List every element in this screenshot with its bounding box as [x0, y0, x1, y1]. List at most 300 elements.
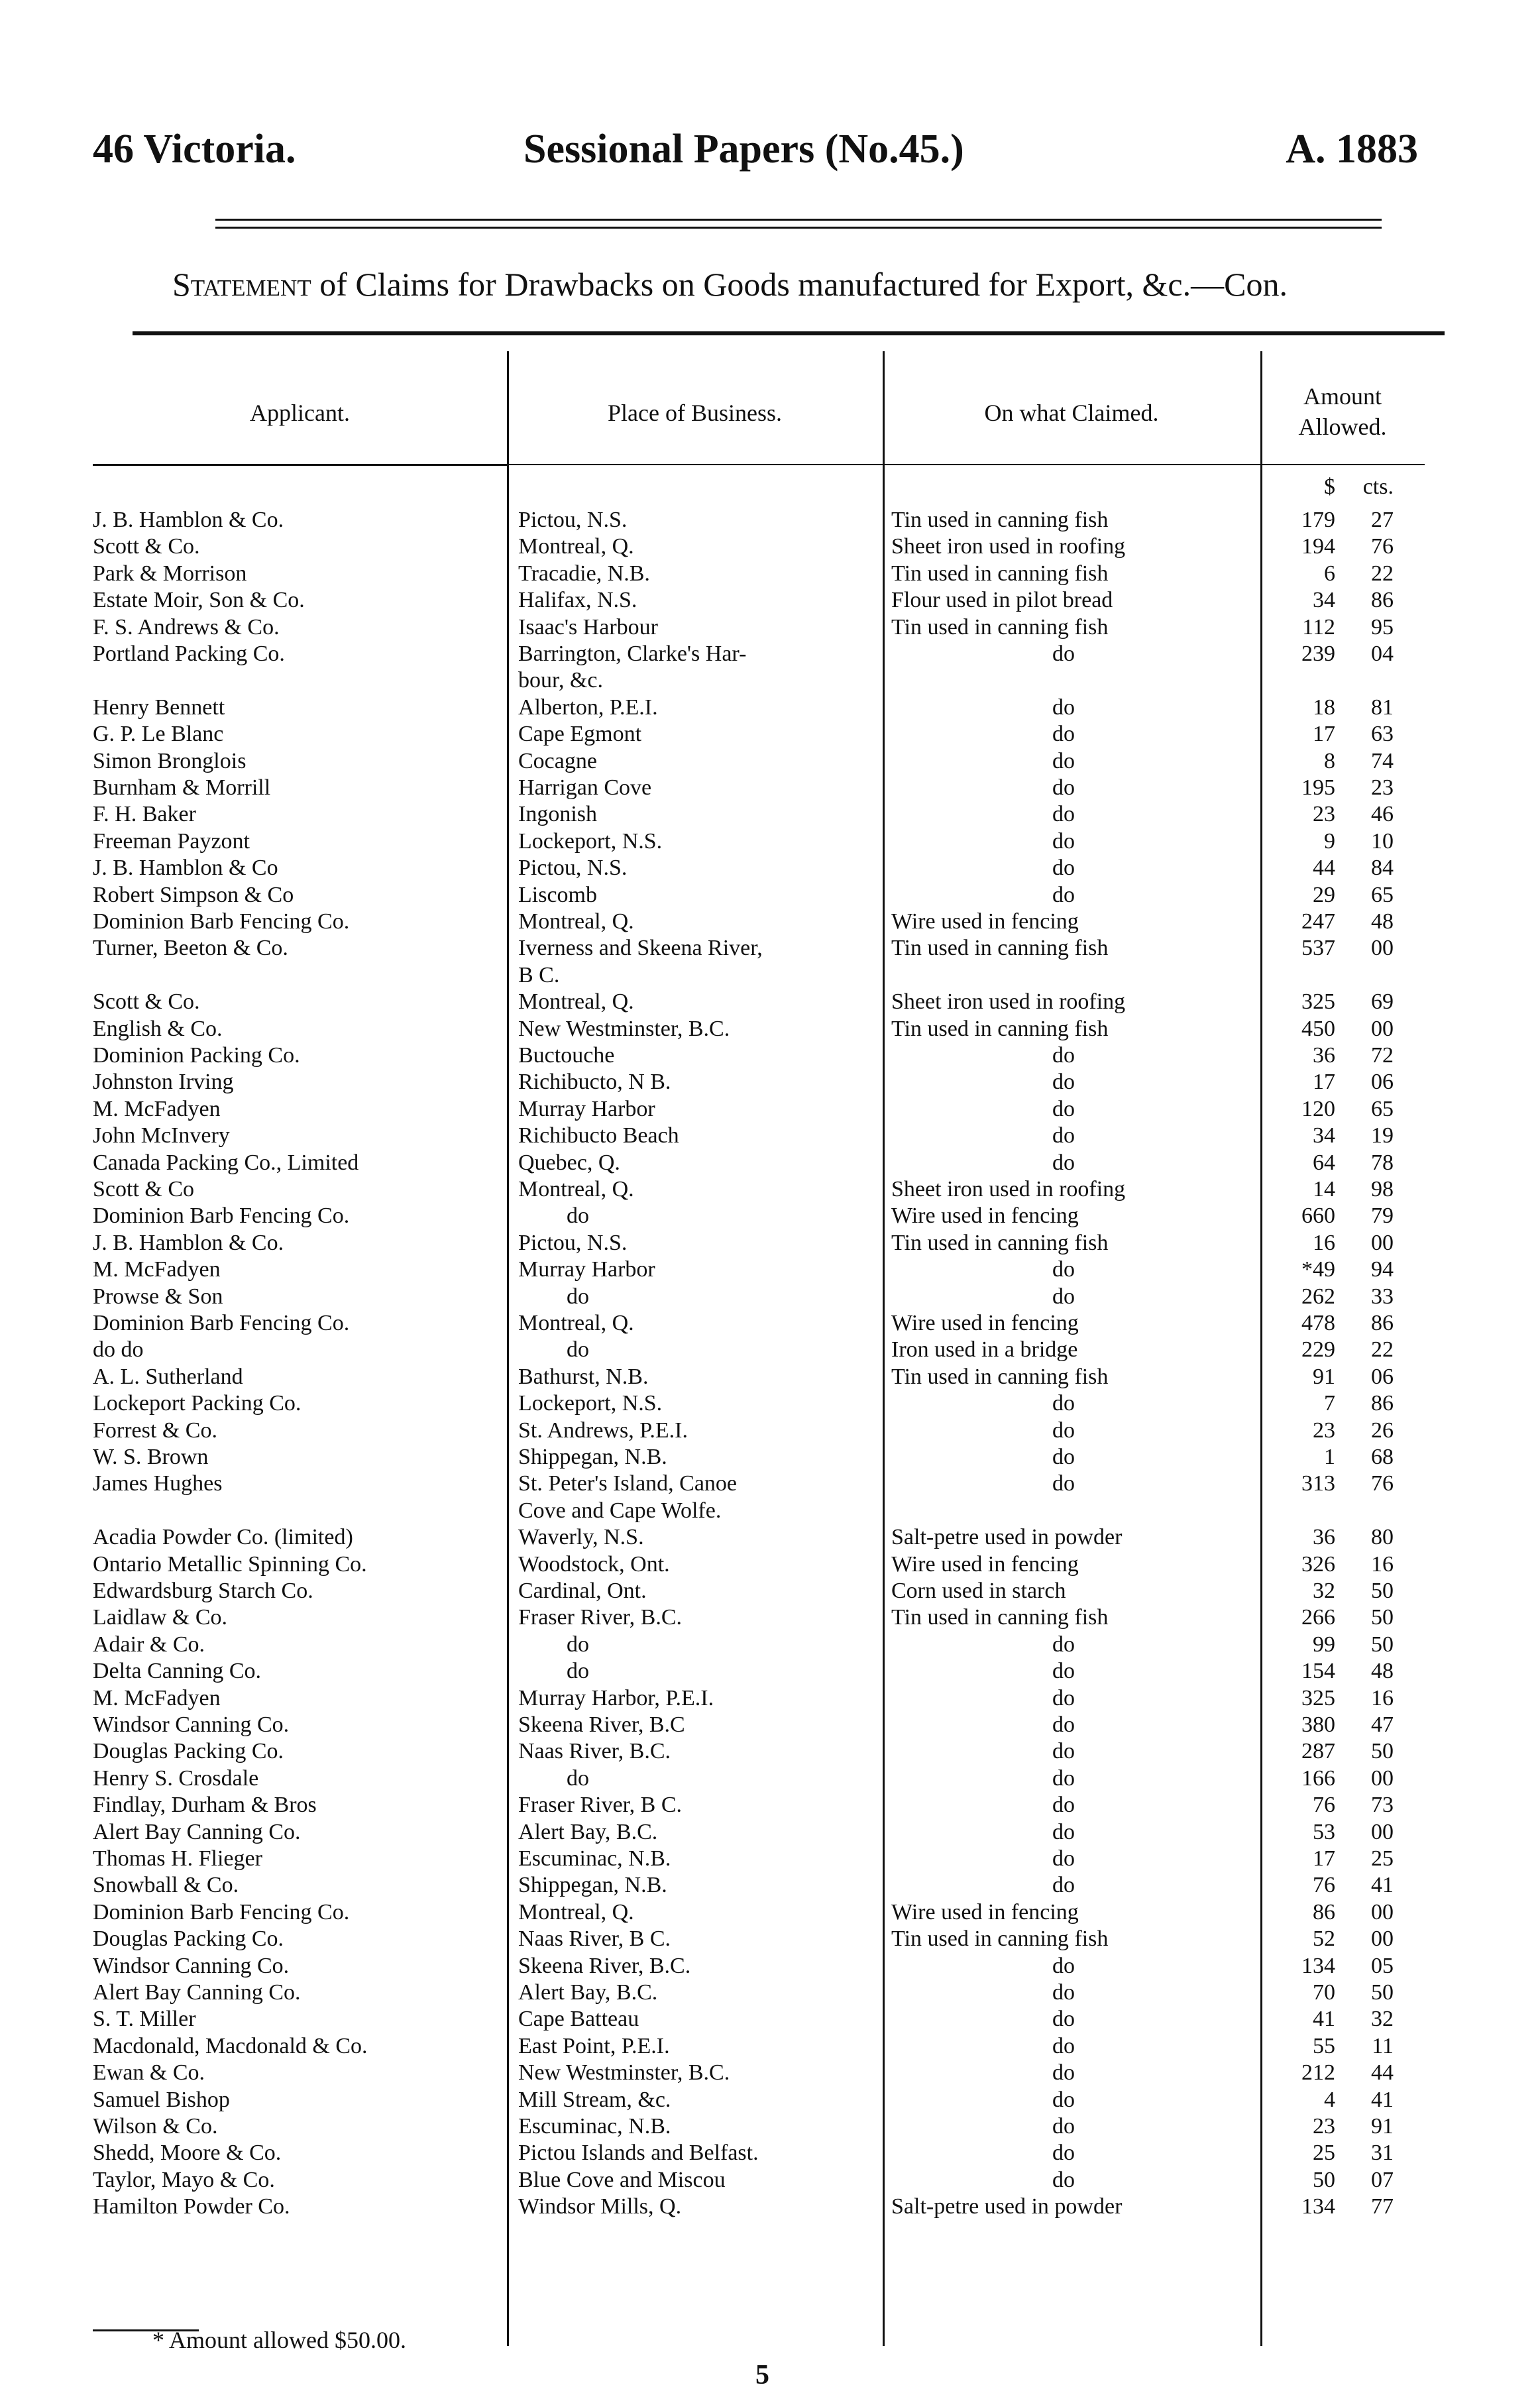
amount-dollars: 9: [1324, 828, 1335, 854]
amount-cents: 76: [1371, 1471, 1394, 1496]
amount-dollars: 99: [1313, 1632, 1335, 1657]
claimed-cell: Salt-petre used in powder: [891, 1525, 1123, 1550]
place-cell: Pictou, N.S.: [518, 508, 628, 532]
applicant-cell: Laidlaw & Co.: [93, 1605, 228, 1630]
amount-cents: 77: [1371, 2194, 1394, 2219]
amount-cell: [1272, 533, 1411, 560]
amount-cents: 16: [1371, 1685, 1394, 1710]
claimed-cell: Flour used in pilot bread: [891, 588, 1113, 613]
amount-cell: [1272, 1418, 1411, 1444]
place-cell: St. Peter's Island, Canoe: [518, 1471, 738, 1496]
amount-dollars: 36: [1313, 1525, 1335, 1550]
claimed-cell: [891, 1792, 1262, 1818]
claimed-cell: [891, 1150, 1262, 1176]
amount-dollars: 55: [1313, 2033, 1335, 2058]
header-right: A. 1883: [1286, 127, 1418, 172]
claimed-ditto: do: [1052, 1284, 1075, 1309]
amount-cell: [1272, 1846, 1411, 1872]
applicant-cell: Johnston Irving: [93, 1070, 234, 1095]
place-cell: Windsor Mills, Q.: [518, 2194, 682, 2219]
amount-cell: [1272, 855, 1411, 881]
claimed-cell: Wire used in fencing: [891, 1551, 1079, 1577]
place-cell: East Point, P.E.I.: [518, 2033, 670, 2058]
claimed-cell: Wire used in fencing: [891, 1899, 1079, 1925]
amount-dollars: 6: [1324, 561, 1335, 586]
amount-cell: [1272, 2194, 1411, 2220]
amount-dollars: 195: [1301, 775, 1335, 800]
dollars-unit: $: [1324, 474, 1335, 499]
amount-cents: 91: [1371, 2114, 1394, 2139]
amount-cents: 86: [1371, 1311, 1394, 1335]
claimed-cell: [891, 1069, 1262, 1095]
amount-cell: [1272, 1604, 1411, 1631]
amount-dollars: 32: [1313, 1579, 1335, 1603]
col-head-amount: [1260, 381, 1425, 442]
amount-dollars: 17: [1313, 722, 1335, 747]
applicant-cell: Portland Packing Co.: [93, 642, 285, 666]
applicant-cell: G. P. Le Blanc: [93, 722, 224, 747]
claimed-ditto: do: [1052, 2060, 1075, 2086]
place-cell: Barrington, Clarke's Har-: [518, 642, 747, 666]
claimed-cell: [891, 1712, 1262, 1738]
amount-dollars: 660: [1301, 1203, 1335, 1229]
amount-cell: [1272, 1953, 1411, 1980]
place-cell: Quebec, Q.: [518, 1150, 620, 1175]
amount-cell: [1272, 748, 1411, 775]
place-ditto: do: [567, 1765, 589, 1791]
place-cell: Skeena River, B.C: [518, 1712, 685, 1737]
claimed-ditto: do: [1052, 1043, 1075, 1068]
col-head-place: Place of Business.: [608, 400, 782, 426]
amount-cell: [1272, 989, 1411, 1015]
col-head-amount-line1: Amount: [1303, 383, 1382, 410]
claimed-cell: [891, 1765, 1262, 1792]
place-cell: Mill Stream, &c.: [518, 2087, 671, 2112]
applicant-cell: Acadia Powder Co. (limited): [93, 1525, 353, 1550]
amount-dollars: 34: [1313, 1123, 1335, 1148]
amount-dollars: 266: [1301, 1605, 1335, 1630]
place-cell: Iverness and Skeena River,: [518, 936, 763, 961]
place-cell: Pictou Islands and Belfast.: [518, 2141, 759, 2166]
claimed-cell: Tin used in canning fish: [891, 508, 1109, 532]
amount-dollars: 112: [1302, 614, 1335, 640]
amount-dollars: 287: [1301, 1739, 1335, 1764]
amount-cell: [1272, 801, 1411, 828]
claimed-cell: Tin used in canning fish: [891, 1016, 1109, 1041]
claimed-ditto: do: [1052, 2007, 1075, 2032]
amount-cell: [1272, 507, 1411, 533]
applicant-cell: Wilson & Co.: [93, 2114, 218, 2139]
amount-cents: 65: [1371, 882, 1394, 907]
place-cell: Murray Harbor: [518, 1096, 655, 1121]
amount-cell: [1272, 1819, 1411, 1846]
place-ditto: do: [567, 1337, 589, 1363]
amount-dollars: 134: [1301, 2194, 1335, 2219]
claimed-cell: [891, 1418, 1262, 1444]
applicant-cell: Estate Moir, Son & Co.: [93, 588, 305, 613]
amount-dollars: 25: [1313, 2141, 1335, 2166]
amount-cents: 80: [1371, 1525, 1394, 1550]
amount-dollars: *49: [1301, 1257, 1335, 1282]
amount-cents: 44: [1371, 2060, 1394, 2086]
amount-dollars: 229: [1301, 1337, 1335, 1363]
claimed-cell: [891, 1444, 1262, 1471]
amount-cents: 50: [1371, 1980, 1394, 2005]
amount-cell: [1272, 1042, 1411, 1069]
place-cell: Woodstock, Ont.: [518, 1551, 670, 1577]
applicant-cell: Delta Canning Co.: [93, 1659, 262, 1684]
place-cell: Tracadie, N.B.: [518, 561, 650, 586]
applicant-cell: Scott & Co.: [93, 534, 200, 559]
amount-cell: [1272, 1899, 1411, 1926]
place-cell: St. Andrews, P.E.I.: [518, 1418, 688, 1443]
place-cell: Alert Bay, B.C.: [518, 1980, 658, 2005]
applicant-cell: Dominion Barb Fencing Co.: [93, 909, 350, 934]
amount-dollars: 134: [1301, 1953, 1335, 1978]
applicant-cell: J. B. Hamblon & Co: [93, 856, 278, 881]
amount-dollars: 325: [1301, 1685, 1335, 1710]
place-cell: Alberton, P.E.I.: [518, 695, 658, 720]
amount-cell: [1272, 828, 1411, 855]
amount-cents: 00: [1371, 936, 1394, 961]
amount-dollars: 70: [1313, 1980, 1335, 2005]
amount-cell: [1272, 1310, 1411, 1337]
place-cell: Montreal, Q.: [518, 909, 634, 934]
applicant-cell: John McInvery: [93, 1123, 230, 1148]
applicant-cell: Scott & Co.: [93, 989, 200, 1015]
amount-cell: [1272, 721, 1411, 748]
amount-cents: 41: [1371, 2087, 1394, 2112]
amount-cell: [1272, 1658, 1411, 1685]
claimed-cell: Iron used in a bridge: [891, 1337, 1078, 1363]
applicant-cell: James Hughes: [93, 1471, 223, 1496]
applicant-cell: Canada Packing Co., Limited: [93, 1150, 359, 1175]
cents-unit: cts.: [1362, 474, 1394, 499]
amount-dollars: 154: [1301, 1659, 1335, 1684]
amount-dollars: 53: [1313, 1819, 1335, 1844]
applicant-cell: Henry Bennett: [93, 695, 225, 720]
table-top-rule: [133, 331, 1445, 335]
claimed-ditto: do: [1052, 1632, 1075, 1657]
amount-dollars: 247: [1301, 909, 1335, 934]
amount-dollars: 380: [1301, 1712, 1335, 1737]
applicant-cell: Burnham & Morrill: [93, 775, 271, 800]
place-cell: Halifax, N.S.: [518, 588, 637, 613]
applicant-cell: F. H. Baker: [93, 802, 196, 827]
amount-dollars: 34: [1313, 588, 1335, 613]
applicant-cell: Dominion Packing Co.: [93, 1043, 300, 1068]
claimed-cell: Wire used in fencing: [891, 909, 1079, 934]
amount-cell: [1272, 1632, 1411, 1658]
claimed-cell: [891, 1632, 1262, 1658]
amount-cents: 68: [1371, 1445, 1394, 1469]
amount-cell: [1272, 1444, 1411, 1471]
amount-dollars: 64: [1313, 1150, 1335, 1175]
amount-cell: [1272, 2113, 1411, 2140]
claimed-cell: [891, 695, 1262, 721]
amount-cell: [1272, 1524, 1411, 1551]
amount-dollars: 76: [1313, 1793, 1335, 1818]
claimed-cell: [891, 641, 1262, 667]
amount-cents: 86: [1371, 1391, 1394, 1416]
claimed-ditto: do: [1052, 828, 1075, 854]
statement-title: [172, 265, 1431, 304]
amount-cell: [1272, 1578, 1411, 1604]
claimed-cell: [891, 748, 1262, 775]
applicant-cell: Taylor, Mayo & Co.: [93, 2167, 275, 2192]
amount-cents: 65: [1371, 1096, 1394, 1121]
amount-dollars: 166: [1301, 1765, 1335, 1791]
amount-dollars: 29: [1313, 882, 1335, 907]
place-cell: Montreal, Q.: [518, 1899, 634, 1925]
claimed-cell: [891, 2167, 1262, 2194]
amount-dollars: 450: [1301, 1016, 1335, 1041]
header-bottom-rule: [507, 464, 1425, 465]
amount-dollars: 7: [1324, 1391, 1335, 1416]
claimed-ditto: do: [1052, 1471, 1075, 1496]
header-rule-bottom: [215, 227, 1382, 229]
claimed-ditto: do: [1052, 1739, 1075, 1764]
applicant-cell: Lockeport Packing Co.: [93, 1391, 302, 1416]
claimed-cell: Salt-petre used in powder: [891, 2194, 1123, 2219]
place-cell: Shippegan, N.B.: [518, 1445, 667, 1469]
claimed-ditto: do: [1052, 1685, 1075, 1710]
place-cell: Naas River, B C.: [518, 1926, 671, 1952]
amount-cell: [1272, 909, 1411, 935]
place-cell: [518, 1765, 879, 1792]
amount-cents: 33: [1371, 1284, 1394, 1309]
applicant-cell: Hamilton Powder Co.: [93, 2194, 290, 2219]
amount-cents: 41: [1371, 1873, 1394, 1898]
amount-cents: 11: [1372, 2033, 1394, 2058]
applicant-cell: Robert Simpson & Co: [93, 882, 294, 907]
place-cell: Murray Harbor: [518, 1257, 655, 1282]
applicant-cell: Scott & Co: [93, 1177, 195, 1201]
amount-dollars: 478: [1301, 1311, 1335, 1335]
claimed-ditto: do: [1052, 1257, 1075, 1282]
applicant-cell: Windsor Canning Co.: [93, 1953, 290, 1978]
place-cell: Cape Egmont: [518, 722, 642, 747]
applicant-cell: M. McFadyen: [93, 1685, 221, 1710]
claimed-cell: [891, 828, 1262, 855]
amount-cents: 00: [1371, 1926, 1394, 1952]
amount-cents: 50: [1371, 1579, 1394, 1603]
claimed-ditto: do: [1052, 1980, 1075, 2005]
claimed-ditto: do: [1052, 722, 1075, 747]
amount-dollars: 18: [1313, 695, 1335, 720]
applicant-cell: Ontario Metallic Spinning Co.: [93, 1551, 367, 1577]
amount-cents: 05: [1371, 1953, 1394, 1978]
amount-cents: 10: [1371, 828, 1394, 854]
amount-cell: [1272, 2033, 1411, 2060]
col-head-applicant: Applicant.: [250, 400, 350, 426]
claimed-ditto: do: [1052, 2087, 1075, 2112]
place-cell: Blue Cove and Miscou: [518, 2167, 726, 2192]
place-cell: Montreal, Q.: [518, 534, 634, 559]
applicant-cell: Thomas H. Flieger: [93, 1846, 262, 1871]
amount-cell: [1272, 1096, 1411, 1123]
amount-cents: 98: [1371, 1177, 1394, 1201]
applicant-cell: Snowball & Co.: [93, 1873, 239, 1898]
amount-cents: 25: [1371, 1846, 1394, 1871]
amount-dollars: 91: [1313, 1364, 1335, 1389]
amount-cents: 32: [1371, 2007, 1394, 2032]
place-cell: B C.: [518, 962, 560, 987]
amount-dollars: 52: [1313, 1926, 1335, 1952]
amount-dollars: 1: [1324, 1445, 1335, 1469]
claimed-cell: [891, 801, 1262, 828]
claimed-ditto: do: [1052, 2033, 1075, 2058]
claimed-ditto: do: [1052, 1712, 1075, 1737]
claimed-cell: Tin used in canning fish: [891, 1230, 1109, 1255]
claimed-ditto: do: [1052, 775, 1075, 800]
applicant-cell: Dominion Barb Fencing Co.: [93, 1311, 350, 1335]
claimed-cell: [891, 1390, 1262, 1417]
applicant-cell: Edwardsburg Starch Co.: [93, 1579, 313, 1603]
amount-dollars: 239: [1301, 642, 1335, 666]
amount-cell: [1272, 1551, 1411, 1578]
amount-cents: 81: [1371, 695, 1394, 720]
place-cell: Isaac's Harbour: [518, 614, 658, 640]
amount-cents: 47: [1371, 1712, 1394, 1737]
claimed-cell: [891, 1819, 1262, 1846]
column-divider: [507, 351, 509, 2346]
amount-dollars: 50: [1313, 2167, 1335, 2192]
place-cell: Escuminac, N.B.: [518, 2114, 671, 2139]
claimed-ditto: do: [1052, 1150, 1075, 1175]
amount-cents: 07: [1371, 2167, 1394, 2192]
amount-cents: 50: [1371, 1739, 1394, 1764]
amount-cell: [1272, 1685, 1411, 1712]
place-cell: Montreal, Q.: [518, 989, 634, 1015]
applicant-cell: Shedd, Moore & Co.: [93, 2141, 282, 2166]
place-cell: Pictou, N.S.: [518, 1230, 628, 1255]
amount-cell: [1272, 1980, 1411, 2006]
applicant-cell: J. B. Hamblon & Co.: [93, 508, 284, 532]
claimed-cell: [891, 2140, 1262, 2166]
claimed-cell: Wire used in fencing: [891, 1311, 1079, 1335]
claimed-ditto: do: [1052, 1793, 1075, 1818]
amount-cents: 22: [1371, 561, 1394, 586]
claimed-cell: [891, 1980, 1262, 2006]
place-cell: Buctouche: [518, 1043, 615, 1068]
amount-cell: [1272, 1284, 1411, 1310]
applicant-cell: Turner, Beeton & Co.: [93, 936, 288, 961]
claimed-cell: Sheet iron used in roofing: [891, 534, 1126, 559]
column-divider: [883, 351, 885, 2346]
claimed-ditto: do: [1052, 856, 1075, 881]
amount-cell: [1272, 1926, 1411, 1952]
claimed-cell: [891, 1042, 1262, 1069]
col-head-amount-line2: Allowed.: [1298, 414, 1387, 440]
applicant-cell: Ewan & Co.: [93, 2060, 205, 2086]
amount-cell: [1272, 1471, 1411, 1497]
place-cell: Naas River, B.C.: [518, 1739, 671, 1764]
amount-cell: [1272, 1150, 1411, 1176]
applicant-cell: Simon Bronglois: [93, 748, 247, 773]
amount-cents: 06: [1371, 1364, 1394, 1389]
amount-cents: 16: [1371, 1551, 1394, 1577]
amount-cell: [1272, 1123, 1411, 1149]
header-center: Sessional Papers (No.45.): [523, 127, 964, 172]
claimed-ditto: do: [1052, 1445, 1075, 1469]
amount-cell: [1272, 1765, 1411, 1792]
amount-cents: 04: [1371, 642, 1394, 666]
place-cell: Montreal, Q.: [518, 1311, 634, 1335]
amount-dollars: 23: [1313, 802, 1335, 827]
place-ditto: do: [567, 1632, 589, 1657]
claimed-cell: [891, 1123, 1262, 1149]
applicant-cell: Dominion Barb Fencing Co.: [93, 1899, 350, 1925]
claimed-ditto: do: [1052, 748, 1075, 773]
applicant-cell: M. McFadyen: [93, 1257, 221, 1282]
claimed-cell: [891, 1096, 1262, 1123]
place-ditto: do: [567, 1659, 589, 1684]
place-ditto: do: [567, 1284, 589, 1309]
amount-cents: 95: [1371, 614, 1394, 640]
statement-title-rest: of Claims for Drawbacks on Goods manufactured for Export, &c.—Con.: [311, 266, 1288, 303]
amount-cents: 78: [1371, 1150, 1394, 1175]
claimed-cell: [891, 1471, 1262, 1497]
place-cell: Ingonish: [518, 802, 597, 827]
claimed-cell: Tin used in canning fish: [891, 936, 1109, 961]
applicant-cell: J. B. Hamblon & Co.: [93, 1230, 284, 1255]
claimed-cell: [891, 775, 1262, 801]
amount-cell: [1272, 1872, 1411, 1899]
claimed-cell: [891, 2087, 1262, 2113]
applicant-cell: Freeman Payzont: [93, 828, 250, 854]
amount-dollars: 179: [1301, 508, 1335, 532]
amount-cents: 79: [1371, 1203, 1394, 1229]
applicant-cell: F. S. Andrews & Co.: [93, 614, 280, 640]
col-head-claimed: On what Claimed.: [984, 400, 1159, 426]
footnote: * Amount allowed $50.00.: [152, 2327, 406, 2353]
amount-dollars: 36: [1313, 1043, 1335, 1068]
applicant-cell: Douglas Packing Co.: [93, 1739, 284, 1764]
amount-cents: 72: [1371, 1043, 1394, 1068]
amount-cents: 22: [1371, 1337, 1394, 1363]
place-cell: bour, &c.: [518, 668, 603, 693]
amount-dollars: 17: [1313, 1846, 1335, 1871]
claimed-ditto: do: [1052, 1123, 1075, 1148]
claimed-cell: Corn used in starch: [891, 1579, 1066, 1603]
amount-cents: 00: [1371, 1899, 1394, 1925]
place-cell: Lockeport, N.S.: [518, 828, 663, 854]
claimed-ditto: do: [1052, 1096, 1075, 1121]
applicant-cell: Henry S. Crosdale: [93, 1765, 259, 1791]
place-cell: Harrigan Cove: [518, 775, 652, 800]
place-cell: [518, 1203, 879, 1229]
amount-cents: 00: [1371, 1230, 1394, 1255]
place-cell: New Westminster, B.C.: [518, 2060, 730, 2086]
applicant-cell: Windsor Canning Co.: [93, 1712, 290, 1737]
amount-cell: [1272, 1738, 1411, 1765]
amount-dollars: 16: [1313, 1230, 1335, 1255]
place-cell: Escuminac, N.B.: [518, 1846, 671, 1871]
amount-cell: [1272, 2140, 1411, 2166]
applicant-cell: English & Co.: [93, 1016, 223, 1041]
place-cell: Skeena River, B.C.: [518, 1953, 691, 1978]
claimed-cell: [891, 1658, 1262, 1685]
applicant-cell: Dominion Barb Fencing Co.: [93, 1203, 350, 1229]
applicant-cell: S. T. Miller: [93, 2007, 196, 2032]
place-cell: Cocagne: [518, 748, 597, 773]
amount-cell: [1272, 1337, 1411, 1363]
applicant-cell: Forrest & Co.: [93, 1418, 217, 1443]
amount-cell: [1272, 2006, 1411, 2033]
amount-dollars: 86: [1313, 1899, 1335, 1925]
amount-cents: 23: [1371, 775, 1394, 800]
